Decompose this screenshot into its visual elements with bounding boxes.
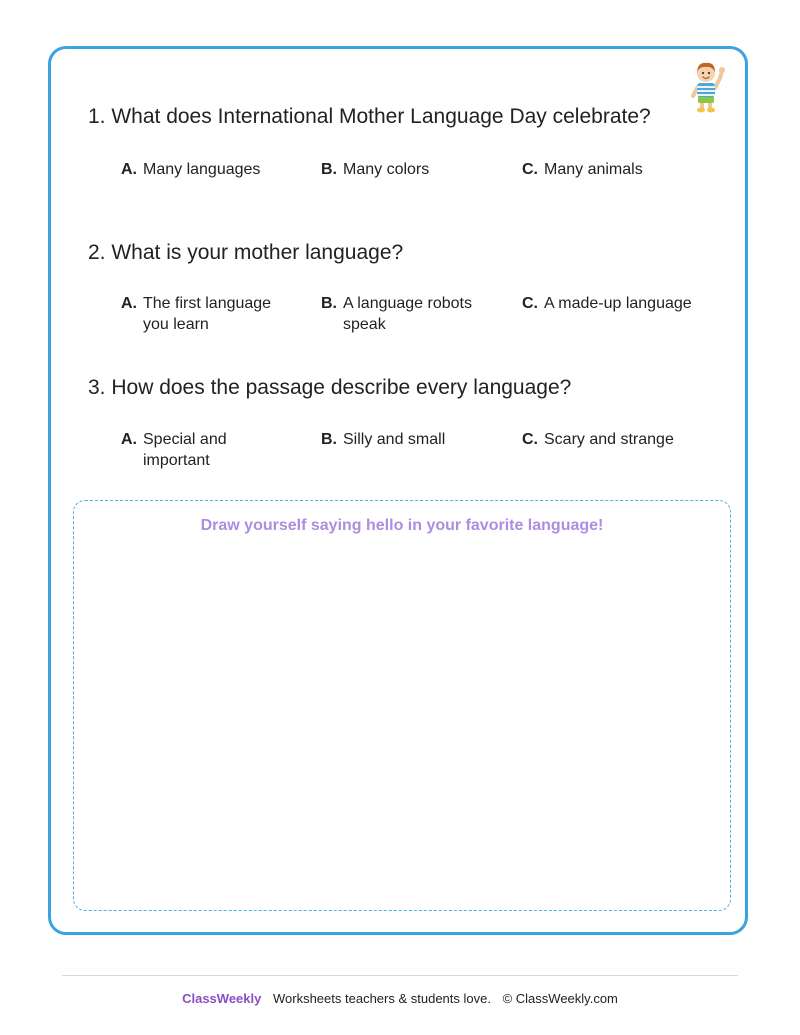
question-1-option-b[interactable] [321,159,506,180]
question-1-option-a[interactable] [121,159,306,180]
option-letter: A. [121,161,137,178]
option-text: Many languages [143,161,261,178]
option-text: A made-up language [544,295,692,312]
option-letter: B. [321,295,337,312]
option-text: Silly and small [343,431,446,448]
option-letter: B. [321,431,337,448]
option-text: A language robots speak [343,295,472,333]
drawing-prompt: Draw yourself saying hello in your favorite language! [200,517,604,534]
option-letter: C. [522,295,538,312]
option-letter: A. [121,295,137,312]
question-2-option-b[interactable] [321,293,499,335]
question-2-option-a[interactable] [121,293,299,335]
question-3-option-b[interactable] [321,429,506,450]
option-text: Many colors [343,161,430,178]
question-2-option-c[interactable] [522,293,722,314]
footer-brand: ClassWeekly [182,991,262,1006]
option-letter: A. [121,431,137,448]
option-letter: C. [522,431,538,448]
option-text: The first language you learn [143,295,272,333]
option-text: Scary and strange [544,431,674,448]
option-letter: B. [321,161,337,178]
footer [0,991,800,1006]
drawing-area[interactable] [73,500,731,911]
question-3-option-c[interactable] [522,429,722,450]
child-waving-icon [686,58,726,114]
footer-tagline: Worksheets teachers & students love. [272,991,491,1006]
question-1: 1. What does International Mother Language Day celebrate? [88,105,651,128]
footer-copyright: © ClassWeekly.com [502,991,618,1006]
question-1-option-c[interactable] [522,159,707,180]
question-2: 2. What is your mother language? [88,241,404,264]
option-text: Many animals [544,161,643,178]
option-letter: C. [522,161,538,178]
footer-divider [62,975,738,976]
question-3-option-a[interactable] [121,429,261,471]
question-3: 3. How does the passage describe every language? [88,376,572,399]
option-text: Special and important [143,431,227,469]
